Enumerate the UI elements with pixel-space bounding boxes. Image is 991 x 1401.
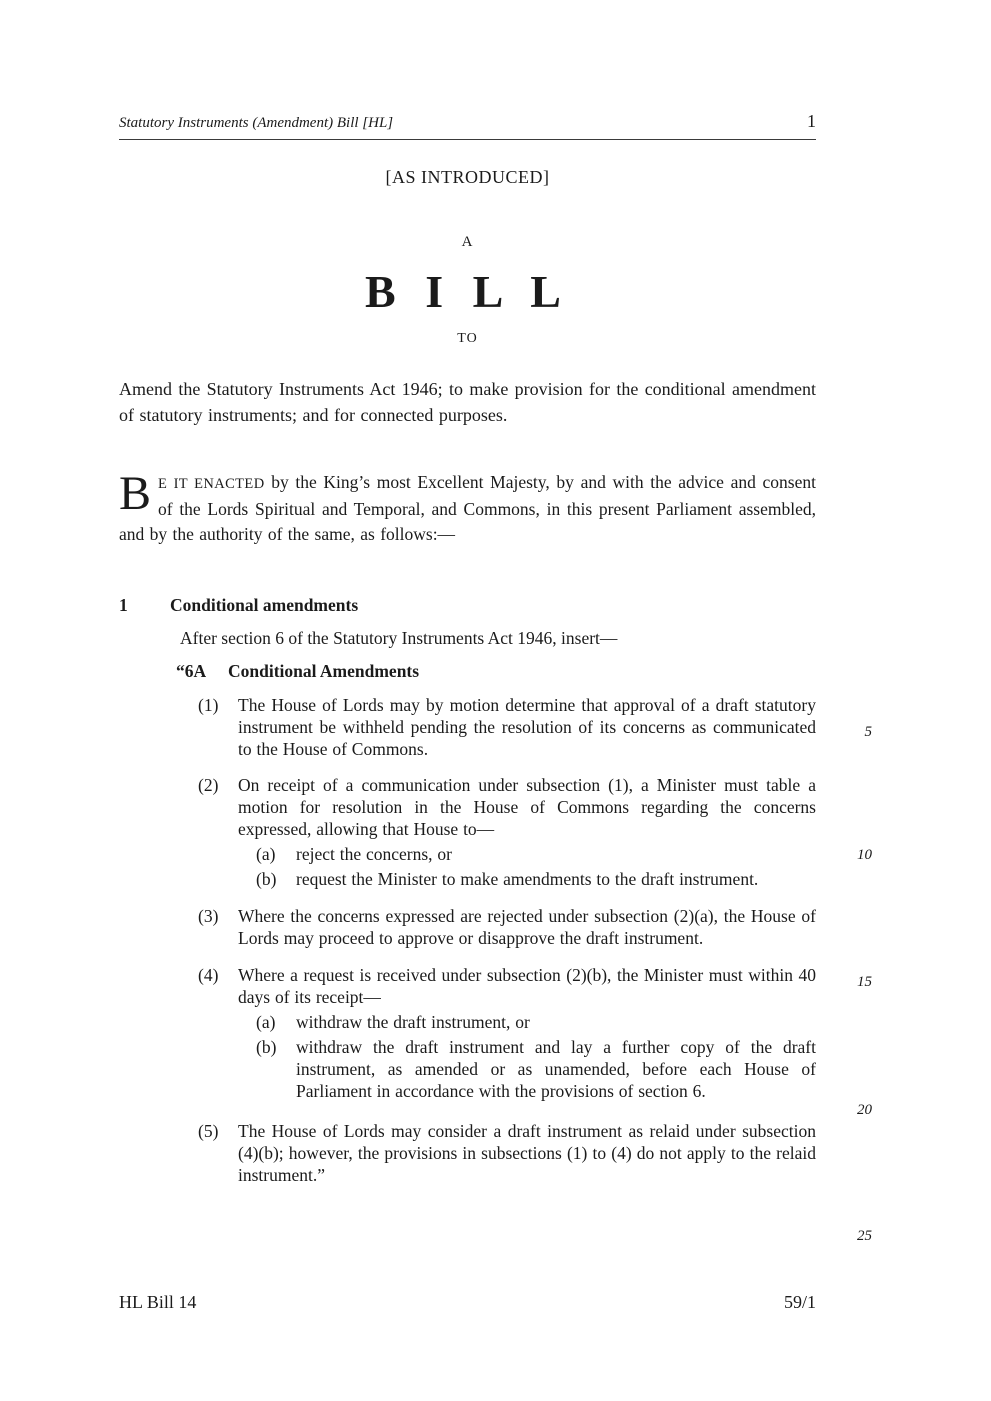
subsection-1-body (238, 694, 816, 760)
subsection-2 (198, 774, 816, 890)
bill-title: B I L L (365, 266, 570, 317)
paragraph-2a-text: reject the concerns, or (296, 843, 453, 864)
to-label: TO (457, 330, 478, 346)
paragraph-4b-text: withdraw the draft instrument and lay a further copy of the draft instrument, as amended or as unamended, before each House of Parliament in accordance with the provisions of section 6. (296, 1036, 816, 1101)
inserted-section-heading (176, 660, 816, 682)
paragraph-2a-number: (a) (256, 843, 276, 864)
inserted-section-number: “6A (176, 660, 207, 681)
subsection-5-number: (5) (198, 1120, 219, 1141)
subsection-3-body (238, 905, 816, 949)
page-content (119, 0, 816, 1186)
subsection-4-number: (4) (198, 964, 219, 985)
dropcap-b: B (119, 466, 152, 520)
subsection-1 (198, 694, 816, 760)
margin-line-number-10: 10 (857, 847, 872, 863)
paragraph-4a-number: (a) (256, 1011, 276, 1032)
margin-line-number-25: 25 (857, 1228, 872, 1244)
page-number: 1 (807, 111, 816, 131)
subsection-2-number: (2) (198, 774, 219, 795)
subsection-5 (198, 1120, 816, 1186)
long-title: Amend the Statutory Instruments Act 1946; to make provision for the conditional amendment of statutory instruments; and for connected purposes. (119, 378, 816, 425)
as-introduced-label: [AS INTRODUCED] (385, 167, 550, 187)
subsection-2-text: On receipt of a communication under subsection (1), a Minister must table a motion for resolution in the House of Commons regarding the concerns expressed, allowing that House to— (238, 774, 816, 839)
subsection-3-text: Where the concerns expressed are rejected under subsection (2)(a), the House of Lords may proceed to approve or disapprove the draft instrument. (238, 905, 816, 948)
inserted-section-title: Conditional Amendments (228, 660, 420, 681)
subsection-5-text: The House of Lords may consider a draft instrument as relaid under subsection (4)(b); however, the provisions in subsections (1) to (4) do not apply to the relaid instrument.” (238, 1120, 816, 1185)
margin-line-number-20: 20 (857, 1102, 872, 1118)
subsection-1-number: (1) (198, 694, 219, 715)
paragraph-2a (256, 843, 816, 865)
paragraph-4b (256, 1036, 816, 1102)
subsection-2-body (238, 774, 816, 890)
subsection-4-body (238, 964, 816, 1102)
paragraph-4b-number: (b) (256, 1036, 277, 1057)
page-footer (119, 1292, 816, 1313)
clause-1-heading (119, 594, 816, 616)
article-a-label: A (461, 234, 474, 250)
clause-number: 1 (119, 594, 128, 615)
running-header (119, 111, 816, 140)
enacting-clause (119, 466, 816, 547)
running-title: Statutory Instruments (Amendment) Bill [HL] (119, 115, 394, 131)
subsection-4-text: Where a request is received under subsection (2)(b), the Minister must within 40 days of its receipt— (238, 964, 816, 1007)
subsection-3-number: (3) (198, 905, 219, 926)
subsection-5-body (238, 1120, 816, 1186)
margin-line-number-15: 15 (857, 974, 872, 990)
clause-lead-in: After section 6 of the Statutory Instruments Act 1946, insert— (180, 627, 618, 648)
clause-title: Conditional amendments (170, 594, 359, 615)
subsection-3 (198, 905, 816, 949)
footer-bill-id: HL Bill 14 (119, 1292, 197, 1312)
enacting-text: by the King’s most Excellent Majesty, by and with the advice and consent of the Lords Spiritual and Temporal, and Commons, in this present Parliament assembled, and by the authority of the same, as follows:— (119, 471, 816, 544)
margin-line-number-5: 5 (864, 724, 872, 740)
subsection-4 (198, 964, 816, 1102)
footer-session-number: 59/1 (783, 1292, 816, 1312)
paragraph-4a-text: withdraw the draft instrument, or (296, 1011, 530, 1032)
paragraph-2b-text: request the Minister to make amendments to the draft instrument. (296, 868, 759, 889)
paragraph-4a (256, 1011, 816, 1033)
subsection-1-text: The House of Lords may by motion determine that approval of a draft statutory instrument be withheld pending the resolution of its concerns as communicated to the House of Commons. (238, 694, 816, 759)
paragraph-2b-number: (b) (256, 868, 277, 889)
enacting-smallcaps: E IT ENACTED (158, 475, 265, 492)
paragraph-2b (256, 868, 816, 890)
